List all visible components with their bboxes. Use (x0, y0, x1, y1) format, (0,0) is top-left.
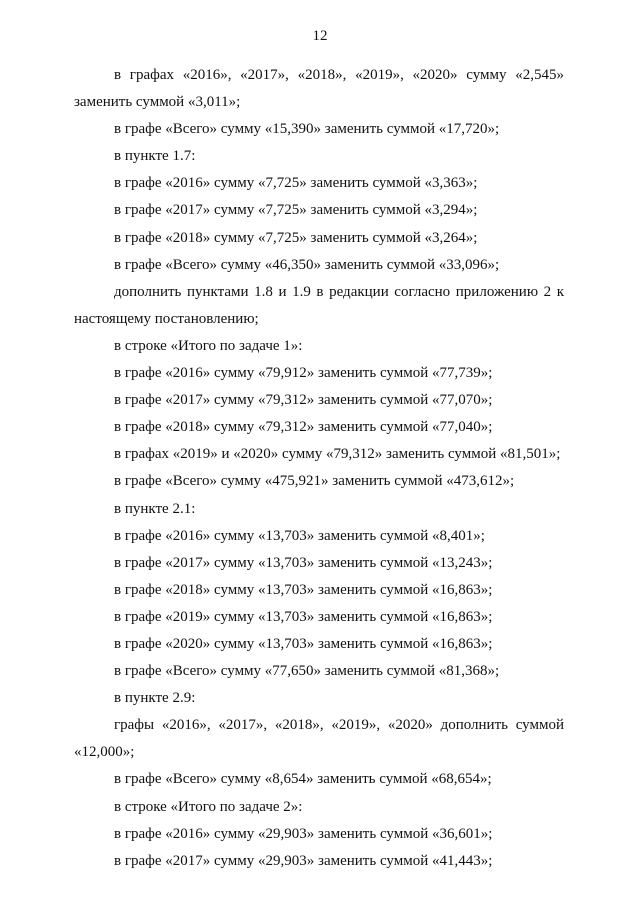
paragraph: в графе «2017» сумму «7,725» заменить суммой «3,294»; (114, 202, 478, 219)
paragraph: в графе «2017» сумму «79,312» заменить суммой «77,070»; (114, 392, 493, 409)
paragraph: в графе «Всего» сумму «15,390» заменить суммой «17,720»; (114, 121, 500, 138)
paragraph: в графе «2017» сумму «29,903» заменить суммой «41,443»; (114, 852, 493, 869)
paragraph: в графе «2020» сумму «13,703» заменить суммой «16,863»; (114, 635, 493, 652)
document-body (74, 62, 564, 875)
paragraph: в графе «2018» сумму «7,725» заменить суммой «3,264»; (114, 229, 478, 246)
paragraph: в графах «2016», «2017», «2018», «2019», «2020» сумму «2,545» заменить суммой «3,011»; (74, 67, 564, 111)
paragraph: в графе «Всего» сумму «8,654» заменить суммой «68,654»; (114, 771, 492, 788)
paragraph: в пункте 2.1: (114, 500, 196, 517)
paragraph: графы «2016», «2017», «2018», «2019», «2020» дополнить суммой «12,000»; (74, 717, 564, 761)
paragraph: в графе «2016» сумму «79,912» заменить суммой «77,739»; (114, 365, 493, 382)
paragraph: в графе «2016» сумму «13,703» заменить суммой «8,401»; (114, 527, 485, 544)
paragraph: в графах «2019» и «2020» сумму «79,312» заменить суммой «81,501»; (114, 446, 561, 463)
page-number: 12 (312, 28, 328, 44)
paragraph: в строке «Итого по задаче 1»: (114, 337, 303, 354)
paragraph: в графе «Всего» сумму «475,921» заменить суммой «473,612»; (114, 473, 515, 490)
paragraph: дополнить пунктами 1.8 и 1.9 в редакции согласно приложению 2 к настоящему постановлению; (74, 283, 564, 327)
paragraph: в пункте 2.9: (114, 690, 196, 707)
paragraph: в графе «2018» сумму «13,703» заменить суммой «16,863»; (114, 581, 493, 598)
paragraph: в графе «2016» сумму «29,903» заменить суммой «36,601»; (114, 825, 493, 842)
paragraph: в графе «2019» сумму «13,703» заменить суммой «16,863»; (114, 608, 493, 625)
paragraph: в графе «2018» сумму «79,312» заменить суммой «77,040»; (114, 419, 493, 436)
paragraph: в графе «2016» сумму «7,725» заменить суммой «3,363»; (114, 175, 478, 192)
paragraph: в графе «Всего» сумму «77,650» заменить суммой «81,368»; (114, 663, 500, 680)
paragraph: в строке «Итого по задаче 2»: (114, 798, 303, 815)
paragraph: в пункте 1.7: (114, 148, 196, 165)
paragraph: в графе «Всего» сумму «46,350» заменить суммой «33,096»; (114, 256, 500, 273)
paragraph: в графе «2017» сумму «13,703» заменить суммой «13,243»; (114, 554, 493, 571)
